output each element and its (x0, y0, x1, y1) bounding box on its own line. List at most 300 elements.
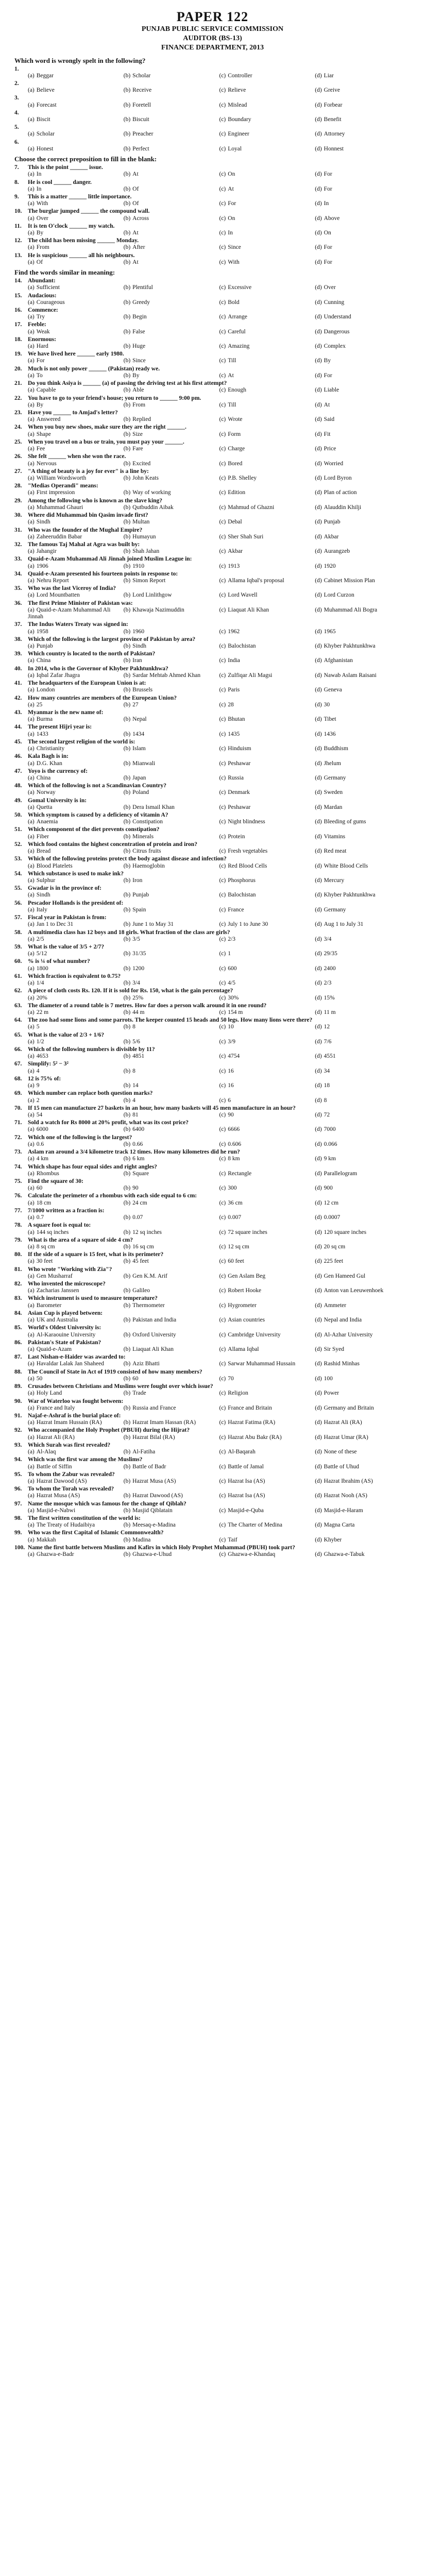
option-letter: (d) (315, 1009, 322, 1015)
option-letter: (a) (28, 504, 35, 511)
option-letter: (a) (28, 672, 35, 679)
question-line (14, 252, 411, 259)
option-text: Ammeter (324, 1302, 347, 1309)
question-item (14, 351, 411, 364)
option-letter: (b) (123, 1199, 131, 1206)
option-list (14, 1537, 411, 1544)
option-letter: (d) (315, 862, 322, 869)
question-item (14, 812, 411, 825)
option-letter: (a) (28, 1053, 35, 1060)
option-letter: (d) (315, 701, 322, 708)
question-item (14, 1032, 411, 1045)
option-text: Pakistan and India (132, 1317, 177, 1324)
option-item (219, 1478, 315, 1485)
option-item (315, 892, 411, 899)
option-item (219, 1273, 315, 1280)
question-line (14, 410, 411, 416)
option-letter: (a) (28, 1038, 35, 1045)
option-item (219, 215, 315, 222)
question-number: 52. (14, 841, 22, 848)
option-item (124, 951, 219, 957)
question-number: 87. (14, 1354, 22, 1361)
option-item (28, 1156, 124, 1162)
option-text: Amazing (228, 343, 250, 350)
option-text: For (324, 185, 332, 192)
option-letter: (c) (219, 643, 226, 649)
question-number: 81. (14, 1266, 22, 1273)
question-item (14, 1120, 411, 1133)
option-text: Peshawar (228, 760, 251, 767)
option-list (14, 299, 411, 306)
option-letter: (b) (123, 1214, 131, 1221)
question-number: 40. (14, 665, 22, 672)
option-item (124, 1068, 219, 1075)
question-text: Which was the first war among the Muslims? (28, 1456, 143, 1463)
option-text: Khawaja Nazimuddin (132, 606, 184, 613)
option-text: 1800 (36, 965, 48, 972)
option-text: Buddhism (324, 745, 348, 752)
option-text: Germany (324, 906, 346, 913)
option-letter: (a) (28, 687, 35, 693)
question-item (14, 512, 411, 526)
option-text: By (324, 358, 331, 364)
option-text: Over (36, 215, 48, 222)
option-text: Makkah (36, 1536, 56, 1543)
option-text: Worried (324, 460, 344, 467)
option-item (28, 402, 124, 409)
option-item (28, 563, 124, 570)
option-item (315, 387, 411, 394)
option-text: 1958 (36, 628, 48, 635)
option-text: 1200 (132, 965, 145, 972)
option-item (124, 1082, 219, 1089)
option-text: Boundary (228, 116, 251, 123)
question-number: 92. (14, 1427, 22, 1434)
option-item (28, 1390, 124, 1397)
option-letter: (b) (123, 101, 131, 108)
question-line (14, 1442, 411, 1449)
question-number: 62. (14, 988, 22, 994)
option-item (28, 834, 124, 840)
option-item (124, 1537, 219, 1544)
question-item (14, 885, 411, 899)
option-item (124, 1273, 219, 1280)
option-text: None of these (324, 1449, 357, 1455)
option-text: 12 cm (324, 1199, 339, 1206)
question-line (14, 424, 411, 431)
option-text: By (132, 372, 140, 379)
question-text: Pescador Hollands is the president of: (28, 900, 124, 906)
option-item (28, 299, 124, 306)
option-text: France (228, 906, 244, 913)
option-item (315, 687, 411, 693)
option-text: Quetta (36, 804, 53, 810)
option-letter: (a) (28, 1287, 35, 1294)
option-item (315, 1332, 411, 1338)
option-item (315, 1273, 411, 1280)
option-item (219, 259, 315, 266)
question-number: 48. (14, 783, 22, 789)
option-text: Religion (228, 1390, 248, 1397)
option-item (124, 230, 219, 236)
option-item (28, 230, 124, 236)
option-letter: (c) (219, 1551, 226, 1558)
option-text: Bread (36, 848, 51, 855)
question-line (14, 527, 411, 534)
question-text: Find the square of 30: (28, 1178, 83, 1184)
option-item (28, 775, 124, 782)
question-text: We have lived here ______ early 1980. (28, 351, 124, 358)
question-text: Which shape has four equal sides and right angles? (28, 1163, 157, 1170)
question-item (14, 651, 411, 664)
option-letter: (a) (28, 848, 35, 855)
option-item (315, 775, 411, 782)
option-letter: (d) (315, 358, 322, 364)
question-text (28, 124, 411, 131)
option-item (219, 284, 315, 291)
option-item (315, 804, 411, 811)
option-item (315, 745, 411, 752)
option-letter: (d) (315, 1024, 322, 1030)
option-text: Thermometer (132, 1302, 165, 1309)
question-text: Gwadar is in the province of: (28, 885, 102, 892)
question-number: 43. (14, 709, 22, 716)
question-item (14, 871, 411, 884)
option-letter: (d) (315, 1126, 322, 1133)
option-item (219, 431, 315, 438)
option-list (14, 1390, 411, 1397)
question-number: 67. (14, 1061, 22, 1067)
option-letter: (a) (28, 701, 35, 708)
question-text: "Medias Operandi" means: (28, 483, 98, 489)
question-number: 94. (14, 1456, 22, 1463)
option-letter: (a) (28, 906, 35, 913)
option-item (124, 1287, 219, 1294)
option-item (219, 1346, 315, 1353)
option-list (14, 907, 411, 913)
option-text: Magna Carta (324, 1522, 355, 1529)
question-line (14, 1501, 411, 1507)
option-letter: (a) (28, 745, 35, 752)
option-item (124, 259, 219, 266)
question-line (14, 709, 411, 716)
option-letter: (b) (123, 145, 131, 152)
option-text: Mianwali (132, 760, 156, 767)
question-item (14, 973, 411, 987)
option-letter: (b) (123, 1434, 131, 1440)
option-text: Al-Karaouine University (36, 1331, 96, 1338)
question-line (14, 768, 411, 775)
question-item (14, 527, 411, 540)
question-line (14, 1310, 411, 1317)
option-text: Parallelogram (324, 1170, 358, 1177)
option-text: Controller (228, 72, 252, 79)
question-item (14, 1003, 411, 1016)
question-line (14, 366, 411, 372)
option-text: False (132, 328, 145, 335)
option-letter: (d) (315, 1361, 322, 1367)
question-number: 2. (14, 80, 19, 87)
option-text: Simon Report (132, 578, 166, 584)
question-line (14, 468, 411, 475)
option-item (28, 102, 124, 109)
question-line (14, 336, 411, 343)
option-text: 9 km (324, 1156, 336, 1162)
option-item (124, 1024, 219, 1030)
option-item (315, 489, 411, 496)
question-number: 4. (14, 109, 19, 116)
option-item (124, 116, 219, 123)
option-letter: (b) (123, 200, 131, 207)
option-text: Hygrometer (228, 1302, 257, 1309)
option-list (14, 73, 411, 79)
option-letter: (b) (123, 745, 131, 752)
option-letter: (b) (123, 877, 131, 884)
question-number: 84. (14, 1310, 22, 1316)
option-text: Galileo (132, 1287, 150, 1294)
post-name: AUDITOR (BS-13) (183, 35, 242, 43)
option-item (124, 672, 219, 679)
option-text: Geneva (324, 687, 342, 693)
option-text: Dangerous (324, 328, 350, 335)
option-text: Denmark (228, 789, 250, 796)
question-text: Fiscal year in Pakistan is from: (28, 914, 107, 921)
option-item (124, 936, 219, 943)
question-item (14, 600, 411, 621)
question-number: 77. (14, 1207, 22, 1214)
option-text: London (36, 687, 55, 693)
option-letter: (b) (123, 1375, 131, 1382)
option-text: Aug 1 to July 31 (324, 921, 364, 928)
question-number: 58. (14, 929, 22, 936)
option-item (28, 1171, 124, 1177)
option-text: 7000 (324, 1126, 336, 1133)
option-item (124, 731, 219, 738)
option-letter: (b) (123, 1507, 131, 1514)
question-line (14, 110, 411, 116)
option-letter: (b) (123, 259, 131, 265)
question-number: 35. (14, 585, 22, 592)
question-text: Abundant: (28, 278, 56, 284)
option-text: Al-Azhar University (324, 1331, 373, 1338)
question-number: 17. (14, 321, 22, 328)
option-text: Masjid-e-Nabwi (36, 1507, 76, 1514)
option-text: At (324, 401, 330, 408)
question-item (14, 636, 411, 650)
option-letter: (c) (219, 446, 226, 452)
option-item (124, 131, 219, 138)
option-item (219, 1141, 315, 1148)
question-number: 28. (14, 483, 22, 489)
option-text: On (324, 230, 331, 236)
option-item (28, 431, 124, 438)
question-line (14, 1266, 411, 1273)
option-letter: (d) (315, 1214, 322, 1221)
option-text: Protein (228, 833, 245, 840)
option-item (315, 592, 411, 599)
option-letter: (a) (28, 1097, 35, 1104)
question-line (14, 380, 411, 387)
option-text: At (132, 259, 139, 265)
question-number: 46. (14, 753, 22, 760)
option-letter: (c) (219, 877, 226, 884)
option-letter: (d) (315, 387, 322, 394)
question-text: The diameter of a round table is 7 metres. How far does a person walk around it in one round? (28, 1002, 267, 1009)
option-item (315, 504, 411, 511)
question-line (14, 812, 411, 819)
option-text: 1910 (132, 563, 145, 569)
question-text: Among the following who is known as the slave king? (28, 497, 163, 504)
question-number: 26. (14, 453, 22, 460)
option-item (124, 592, 219, 599)
option-text: Rhombus (36, 1170, 59, 1177)
option-text: 2 (36, 1097, 40, 1104)
option-text: For (36, 358, 45, 364)
option-letter: (a) (28, 101, 35, 108)
option-item (219, 475, 315, 482)
question-line (14, 1178, 411, 1185)
option-letter: (d) (315, 606, 322, 613)
option-text: Asian countries (228, 1317, 265, 1324)
option-text: Power (324, 1390, 339, 1397)
option-letter: (a) (28, 1317, 35, 1324)
option-letter: (b) (123, 1156, 131, 1162)
option-text: 100 (324, 1375, 333, 1382)
option-letter: (c) (219, 716, 226, 723)
option-text: Hazrat Isa (AS) (228, 1493, 265, 1499)
question-line (14, 1340, 411, 1346)
option-letter: (c) (219, 760, 226, 767)
option-text: Constipation (132, 819, 163, 825)
option-letter: (d) (315, 1082, 322, 1089)
option-text: Khyber Pakhtunkhwa (324, 892, 376, 899)
option-item (219, 863, 315, 870)
question-item (14, 621, 411, 635)
option-item (28, 995, 124, 1002)
question-number: 89. (14, 1383, 22, 1390)
option-item (219, 1464, 315, 1470)
question-line (14, 512, 411, 519)
option-letter: (d) (315, 401, 322, 408)
option-item (219, 592, 315, 599)
option-text: 6 km (132, 1156, 145, 1162)
option-letter: (c) (219, 1082, 226, 1089)
option-text: Charge (228, 446, 245, 452)
option-letter: (b) (123, 230, 131, 236)
option-letter: (a) (28, 1024, 35, 1030)
option-item (28, 1302, 124, 1309)
question-item (14, 571, 411, 584)
option-text: Jahangir (36, 548, 57, 555)
option-text: 8 km (228, 1156, 240, 1162)
option-list (14, 1332, 411, 1338)
option-text: Hazrat Musa (AS) (36, 1493, 80, 1499)
option-letter: (d) (315, 628, 322, 635)
question-line (14, 1193, 411, 1199)
option-text: Masjid Qiblatain (132, 1507, 173, 1514)
option-item (124, 387, 219, 394)
option-letter: (a) (28, 760, 35, 767)
option-letter: (c) (219, 171, 226, 178)
question-line (14, 1134, 411, 1141)
option-item (315, 1317, 411, 1324)
option-item (315, 73, 411, 79)
option-text: The Charter of Medina (228, 1522, 282, 1529)
question-number: 42. (14, 694, 22, 701)
question-text: Which fraction is equivalent to 0.75? (28, 973, 121, 979)
option-item (124, 1009, 219, 1016)
option-item (219, 965, 315, 972)
question-text: The Council of State in Act of 1919 consisted of how many members? (28, 1368, 202, 1375)
question-item (14, 208, 411, 222)
option-item (28, 1082, 124, 1089)
option-item (219, 387, 315, 394)
question-text: Who invented the microscope? (28, 1281, 106, 1287)
option-letter: (a) (28, 259, 35, 265)
option-letter: (a) (28, 1199, 35, 1206)
paper-header (14, 9, 411, 53)
option-letter: (a) (28, 980, 35, 987)
question-number: 68. (14, 1075, 22, 1082)
option-letter: (b) (123, 965, 131, 972)
option-item (219, 329, 315, 335)
option-item (315, 329, 411, 335)
option-list (14, 87, 411, 94)
option-item (124, 907, 219, 913)
question-number: 39. (14, 651, 22, 657)
option-letter: (b) (123, 1551, 131, 1558)
option-letter: (b) (123, 474, 131, 481)
option-letter: (a) (28, 716, 35, 723)
option-item (219, 446, 315, 452)
option-list (14, 146, 411, 152)
option-text: 54 (36, 1112, 43, 1118)
option-list (14, 446, 411, 452)
option-item (315, 716, 411, 723)
question-number: 24. (14, 424, 22, 431)
option-item (219, 402, 315, 409)
question-number: 100. (14, 1544, 25, 1551)
option-item (219, 358, 315, 364)
option-text: In (228, 230, 233, 236)
option-text: 3/5 (132, 936, 140, 942)
option-text: 120 square inches (324, 1229, 367, 1235)
option-letter: (b) (123, 687, 131, 693)
option-text: 2/3 (324, 980, 332, 987)
option-item (315, 534, 411, 540)
option-letter: (a) (28, 1126, 35, 1133)
option-item (315, 1390, 411, 1397)
option-text: 5 (36, 1024, 40, 1030)
option-text: 16 (228, 1082, 234, 1089)
option-list (14, 431, 411, 438)
question-item (14, 1149, 411, 1162)
option-item (219, 200, 315, 207)
option-item (219, 1390, 315, 1397)
option-item (315, 1551, 411, 1558)
option-text: To (36, 372, 43, 379)
question-text: What is the value of 3/5 + 2/7? (28, 943, 105, 950)
option-letter: (b) (123, 848, 131, 855)
option-text: Allama Iqbal (228, 1346, 259, 1352)
option-letter: (b) (123, 533, 131, 540)
option-list (14, 731, 411, 738)
question-line (14, 208, 411, 215)
option-letter: (d) (315, 1419, 322, 1426)
question-line (14, 900, 411, 907)
option-item (124, 702, 219, 708)
question-number: 76. (14, 1193, 22, 1199)
